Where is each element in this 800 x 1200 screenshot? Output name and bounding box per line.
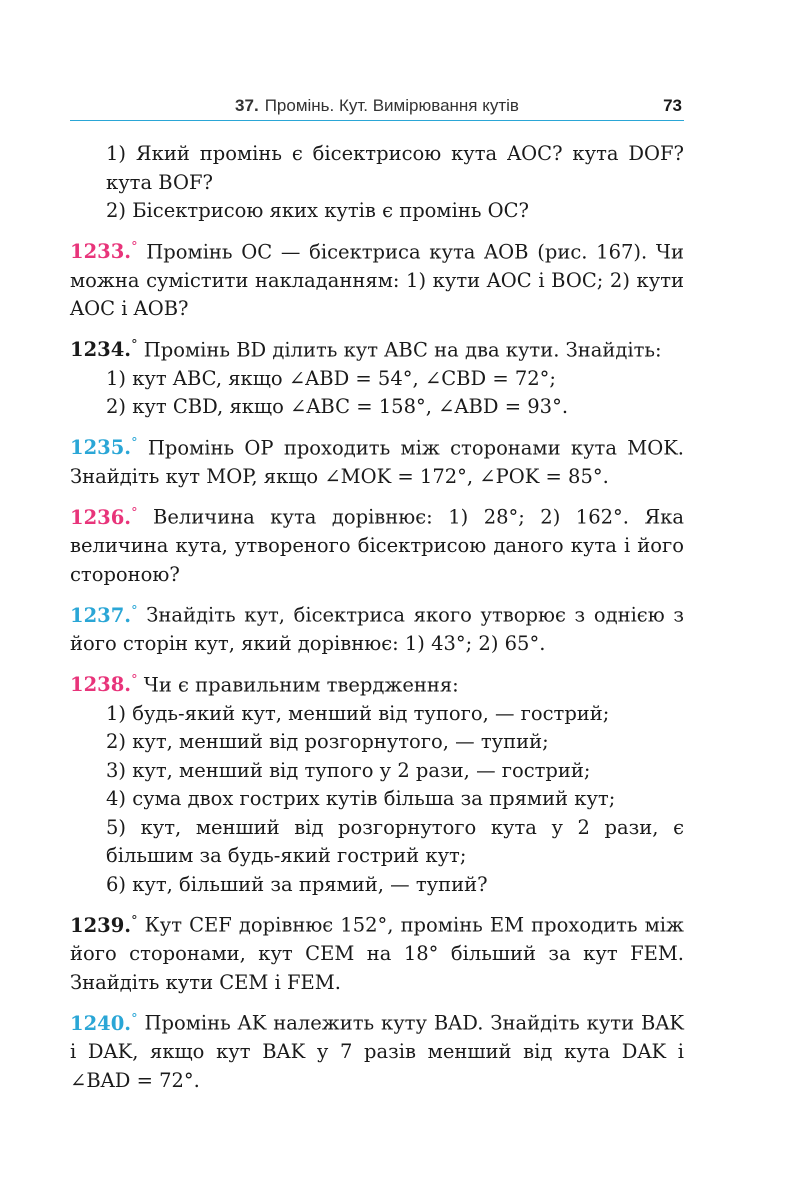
task-number: 1238.° bbox=[70, 672, 138, 696]
task-item: 1) кут ABC, якщо ∠ABD = 54°, ∠CBD = 72°; bbox=[106, 366, 556, 390]
task-number: 1236.° bbox=[70, 505, 138, 529]
task-number: 1240.° bbox=[70, 1011, 138, 1035]
task-text: Знайдіть кут, бісектриса якого утворює з однією з його сторін кут, який дорівнює: 1) 43°; 2) 65°. bbox=[70, 603, 684, 655]
task-item: 2) кут CBD, якщо ∠ABC = 158°, ∠ABD = 93°. bbox=[106, 395, 569, 418]
page-number: 73 bbox=[663, 96, 682, 115]
section-heading bbox=[70, 96, 684, 116]
section-title: Промінь. Кут. Вимірювання кутів bbox=[264, 96, 519, 115]
task-number: 1235.° bbox=[70, 435, 138, 459]
task-number: 1233.° bbox=[70, 239, 138, 263]
task-item: 2) Бісектрисою яких кутів є промінь OC? bbox=[106, 199, 529, 222]
task-1236 bbox=[70, 499, 684, 589]
task-1237 bbox=[70, 597, 684, 659]
task-item: 6) кут, більший за прямий, — тупий? bbox=[106, 872, 488, 896]
task-text: Промінь BD ділить кут ABC на два кути. Знайдіть: bbox=[143, 338, 662, 361]
task-text: Величина кута дорівнює: 1) 28°; 2) 162°. Яка величина кута, утвореного бісектрисою даного кута і його стороною? bbox=[70, 505, 685, 586]
section-number: 37. bbox=[235, 96, 259, 115]
task-1240 bbox=[70, 1005, 684, 1095]
task-1238 bbox=[70, 667, 684, 900]
task-text: Промінь OC — бісектриса кута AOB (рис. 167). Чи можна сумістити накладанням: 1) кути AOC і BOC; 2) кути AOC і AOB? bbox=[70, 240, 684, 320]
task-1234 bbox=[70, 332, 684, 422]
task-text: Промінь OP проходить між сторонами кута MOK. Знайдіть кут MOP, якщо ∠MOK = 172°, ∠POK = 85°. bbox=[70, 436, 684, 488]
task-item: 5) кут, менший від розгорнутого кута у 2 рази, є більшим за будь-який гострий кут; bbox=[106, 815, 684, 867]
task-text: Чи є правильним твердження: bbox=[143, 673, 459, 696]
task-item: 4) сума двох гострих кутів більша за прямий кут; bbox=[106, 787, 616, 810]
task-item: 2) кут, менший від розгорнутого, — тупий; bbox=[106, 730, 549, 753]
task-number: 1234.° bbox=[70, 337, 138, 361]
task-item: 1) Який промінь є бісектрисою кута AOC? кута DOF? кута BOF? bbox=[106, 142, 684, 194]
task-1235 bbox=[70, 430, 684, 492]
task-item: 1) будь-який кут, менший від тупого, — гострий; bbox=[106, 701, 610, 725]
task-1233 bbox=[70, 234, 684, 324]
task-1239 bbox=[70, 907, 684, 997]
task-number: 1239.° bbox=[70, 913, 138, 937]
page-header bbox=[70, 92, 684, 121]
task-text: Промінь AK належить куту BAD. Знайдіть кути BAK і DAK, якщо кут BAK у 7 разів менший від кута DAK і ∠BAD = 72°. bbox=[70, 1011, 684, 1092]
task-item: 3) кут, менший від тупого у 2 рази, — гострий; bbox=[106, 758, 591, 782]
exercise-list bbox=[70, 140, 684, 1095]
task-continuation bbox=[70, 140, 684, 226]
task-text: Кут CEF дорівнює 152°, промінь EM проходить між його сторонами, кут CEM на 18° більший за кут FEM. Знайдіть кути CEM і FEM. bbox=[70, 913, 684, 994]
task-number: 1237.° bbox=[70, 603, 138, 627]
